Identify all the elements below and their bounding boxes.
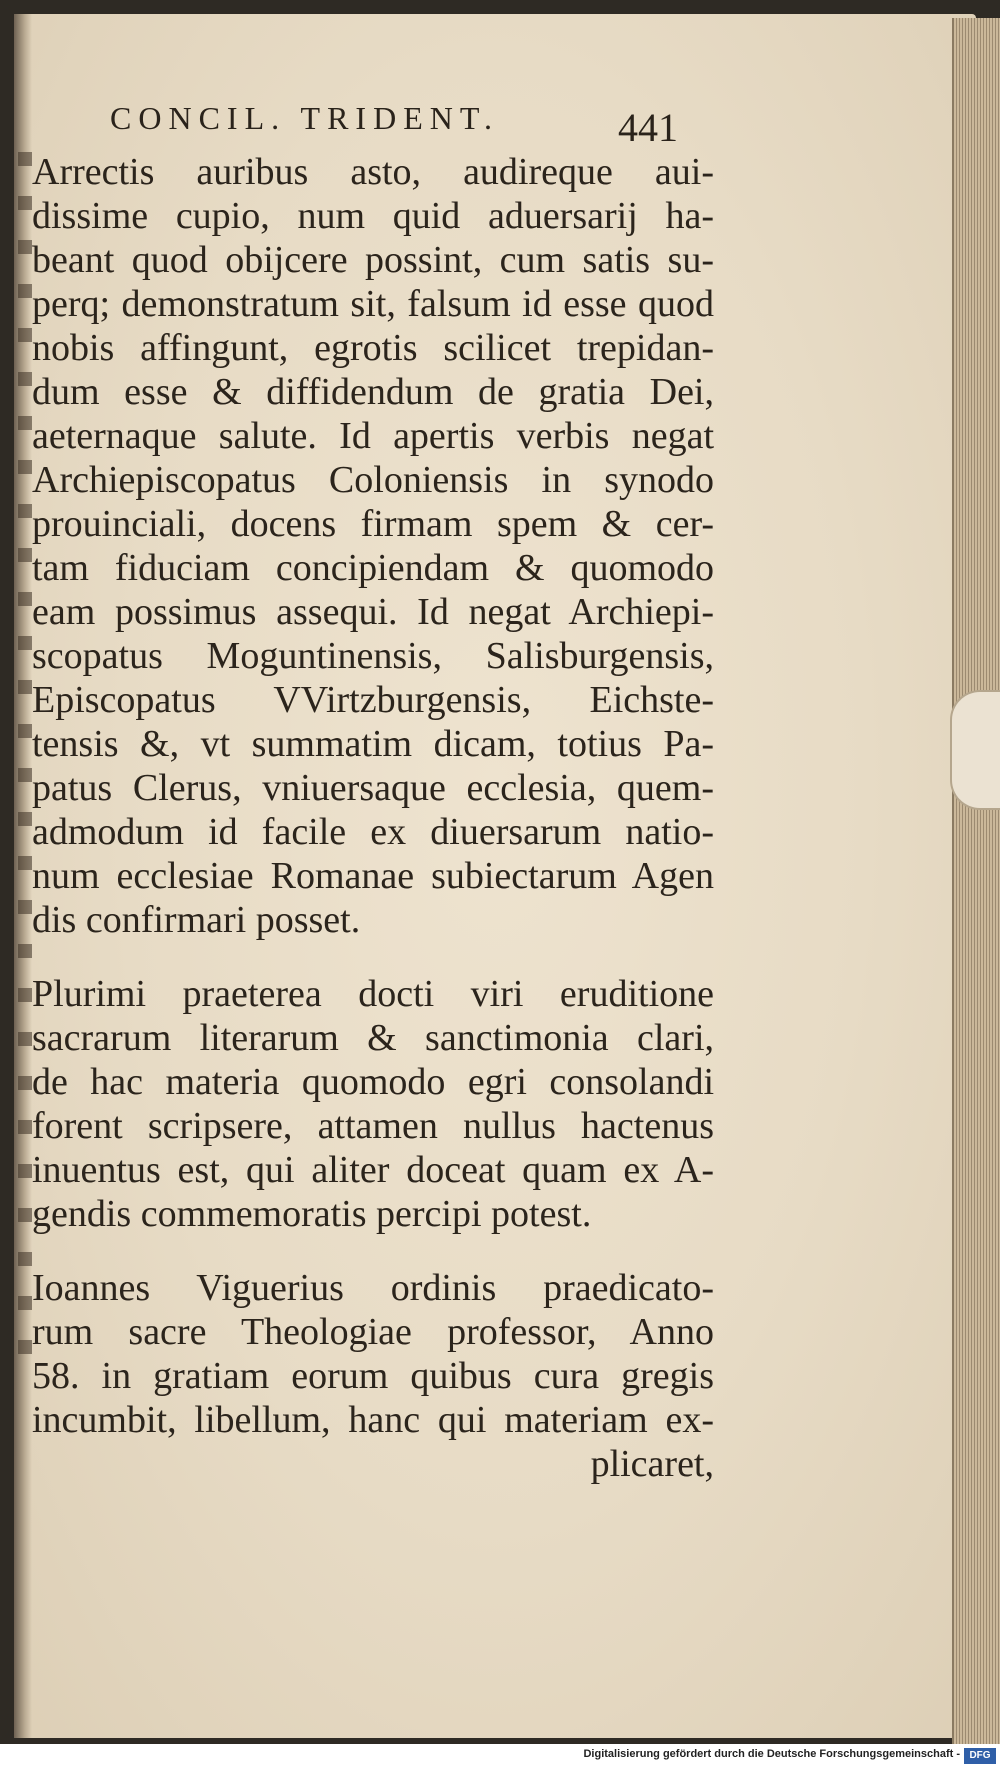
text-line: dis confirmari posset. bbox=[32, 899, 361, 941]
paragraph-2 bbox=[32, 972, 714, 1236]
text-block bbox=[32, 150, 714, 1486]
paragraph-3 bbox=[32, 1266, 714, 1486]
text-line: tensis &, vt summatim dicam, totius Pa- bbox=[32, 723, 714, 765]
text-line: admodum id facile ex diuersarum natio- bbox=[32, 811, 714, 853]
text-line: forent scripsere, attamen nullus hactenus bbox=[32, 1105, 714, 1147]
text-line: de hac materia quomodo egri consolandi bbox=[32, 1061, 714, 1103]
paragraph-1 bbox=[32, 150, 714, 942]
text-line: rum sacre Theologiae professor, Anno bbox=[32, 1311, 714, 1353]
text-line: Ioannes Viguerius ordinis praedicato- bbox=[32, 1267, 714, 1309]
catchword: plicaret, bbox=[590, 1443, 714, 1485]
running-title: CONCIL. TRIDENT. bbox=[110, 100, 500, 136]
text-line: sacrarum literarum & sanctimonia clari, bbox=[32, 1017, 714, 1059]
text-line: aeternaque salute. Id apertis verbis negat bbox=[32, 415, 714, 457]
text-line: prouinciali, docens firmam spem & cer- bbox=[32, 503, 714, 545]
text-line: Episcopatus VVirtzburgensis, Eichste- bbox=[32, 679, 714, 721]
funding-credit: Digitalisierung gefördert durch die Deutsche Forschungsgemeinschaft - bbox=[583, 1748, 960, 1760]
text-line: eam possimus assequi. Id negat Archiepi- bbox=[32, 591, 714, 633]
text-line: patus Clerus, vniuersaque ecclesia, quem- bbox=[32, 767, 714, 809]
facing-page-fragments bbox=[18, 152, 32, 1372]
text-line: tam fiduciam concipiendam & quomodo bbox=[32, 547, 714, 589]
text-line: Archiepiscopatus Coloniensis in synodo bbox=[32, 459, 714, 501]
text-line: nobis affingunt, egrotis scilicet trepidan- bbox=[32, 327, 714, 369]
page-number: 441 bbox=[618, 105, 678, 150]
text-line: dum esse & diffidendum de gratia Dei, bbox=[32, 371, 714, 413]
text-line: dissime cupio, num quid aduersarij ha- bbox=[32, 195, 714, 237]
text-line: num ecclesiae Romanae subiectarum Agen bbox=[32, 855, 714, 897]
text-line: incumbit, libellum, hanc qui materiam ex- bbox=[32, 1399, 714, 1441]
text-line: beant quod obijcere possint, cum satis su- bbox=[32, 239, 714, 281]
text-line: Plurimi praeterea docti viri eruditione bbox=[32, 973, 714, 1015]
text-line: Arrectis auribus asto, audireque aui- bbox=[32, 151, 714, 193]
text-line: gendis commemoratis percipi potest. bbox=[32, 1193, 592, 1235]
text-line: scopatus Moguntinensis, Salisburgensis, bbox=[32, 635, 714, 677]
text-line: inuentus est, qui aliter doceat quam ex A- bbox=[32, 1149, 714, 1191]
page-edges bbox=[952, 18, 1000, 1744]
text-line: perq; demonstratum sit, falsum id esse quod bbox=[32, 283, 714, 325]
clasp-marker bbox=[950, 690, 1000, 810]
footer-bar bbox=[0, 1744, 1000, 1768]
dfg-logo: DFG bbox=[964, 1748, 996, 1764]
text-line: 58. in gratiam eorum quibus cura gregis bbox=[32, 1355, 714, 1397]
